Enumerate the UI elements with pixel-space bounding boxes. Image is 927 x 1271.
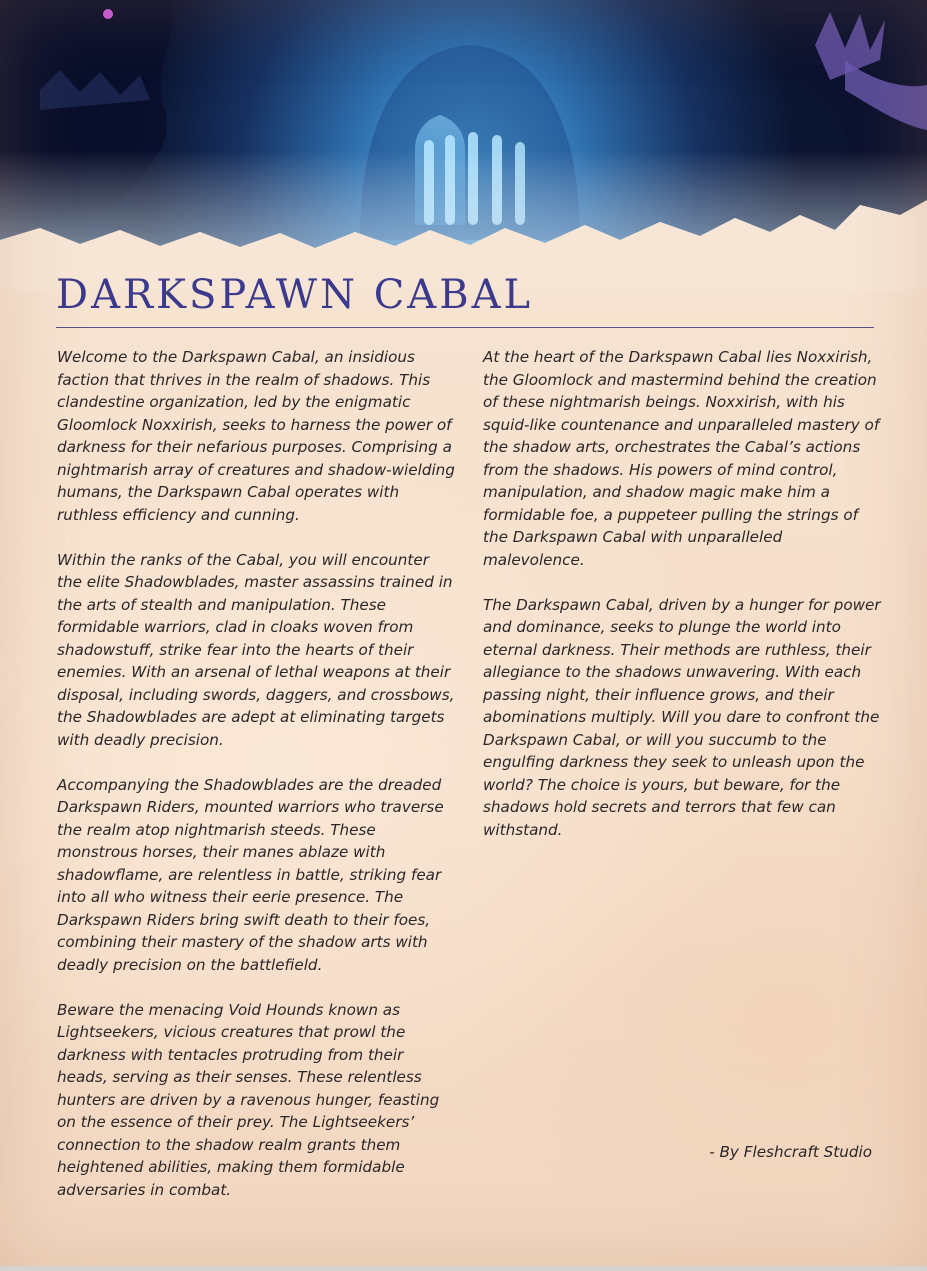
paragraph: Welcome to the Darkspawn Cabal, an insidious faction that thrives in the realm of shadows. This clandestine organization, led by the enigmatic Gloomlock Noxxirish, seeks to harness the power of darkness for their nefarious purposes. Comprising a nightmarish array of creatures and shadow-wielding humans, the Darkspawn Cabal operates with ruthless efficiency and cunning. — [57, 348, 455, 524]
page-title: DARKSPAWN CABAL — [56, 272, 534, 318]
title-divider — [56, 327, 874, 328]
right-column — [483, 346, 883, 864]
paragraph: At the heart of the Darkspawn Cabal lies Noxxirish, the Gloomlock and mastermind behind the creation of these nightmarish beings. Noxxirish, with his squid-like countenance and unparalleled mastery of the shadow arts, orchestrates the Cabal’s actions from the shadows. His powers of mind control, manipulation, and shadow magic make him a formidable foe, a puppeteer pulling the strings of the Darkspawn Cabal with unparalleled malevolence. — [483, 348, 880, 569]
author-byline: - By Fleshcraft Studio — [709, 1143, 872, 1161]
paragraph: The Darkspawn Cabal, driven by a hunger for power and dominance, seeks to plunge the world into eternal darkness. Their methods are ruthless, their allegiance to the shadows unwavering. With each passing night, their influence grows, and their abominations multiply. Will you dare to confront the Darkspawn Cabal, or will you succumb to the engulfing darkness they seek to unleash upon the world? The choice is yours, but beware, for the shadows hold secrets and terrors that few can withstand. — [483, 595, 881, 839]
paragraph: Beware the menacing Void Hounds known as Lightseekers, vicious creatures that prowl the darkness with tentacles protruding from their heads, serving as their senses. These relentless hunters are driven by a ravenous hunger, feasting on the essence of their prey. The Lightseekers’ connection to the shadow realm grants them heightened abilities, making them formidable adversaries in combat. — [57, 1000, 440, 1199]
paragraph: Accompanying the Shadowblades are the dreaded Darkspawn Riders, mounted warriors who traverse the realm atop nightmarish steeds. These monstrous horses, their manes ablaze with shadowflame, are relentless in battle, striking fear into all who witness their eerie presence. The Darkspawn Riders bring swift death to their foes, combining their mastery of the shadow arts with deadly precision on the battlefield. — [57, 775, 444, 974]
left-column — [57, 346, 457, 1224]
page-bottom-border — [0, 1266, 927, 1271]
header-illustration — [0, 0, 927, 290]
paragraph: Within the ranks of the Cabal, you will encounter the elite Shadowblades, master assassins trained in the arts of stealth and manipulation. These formidable warriors, clad in cloaks woven from shadowstuff, strike fear into the hearts of their enemies. With an arsenal of lethal weapons at their disposal, including swords, daggers, and crossbows, the Shadowblades are adept at eliminating targets with deadly precision. — [57, 550, 455, 749]
